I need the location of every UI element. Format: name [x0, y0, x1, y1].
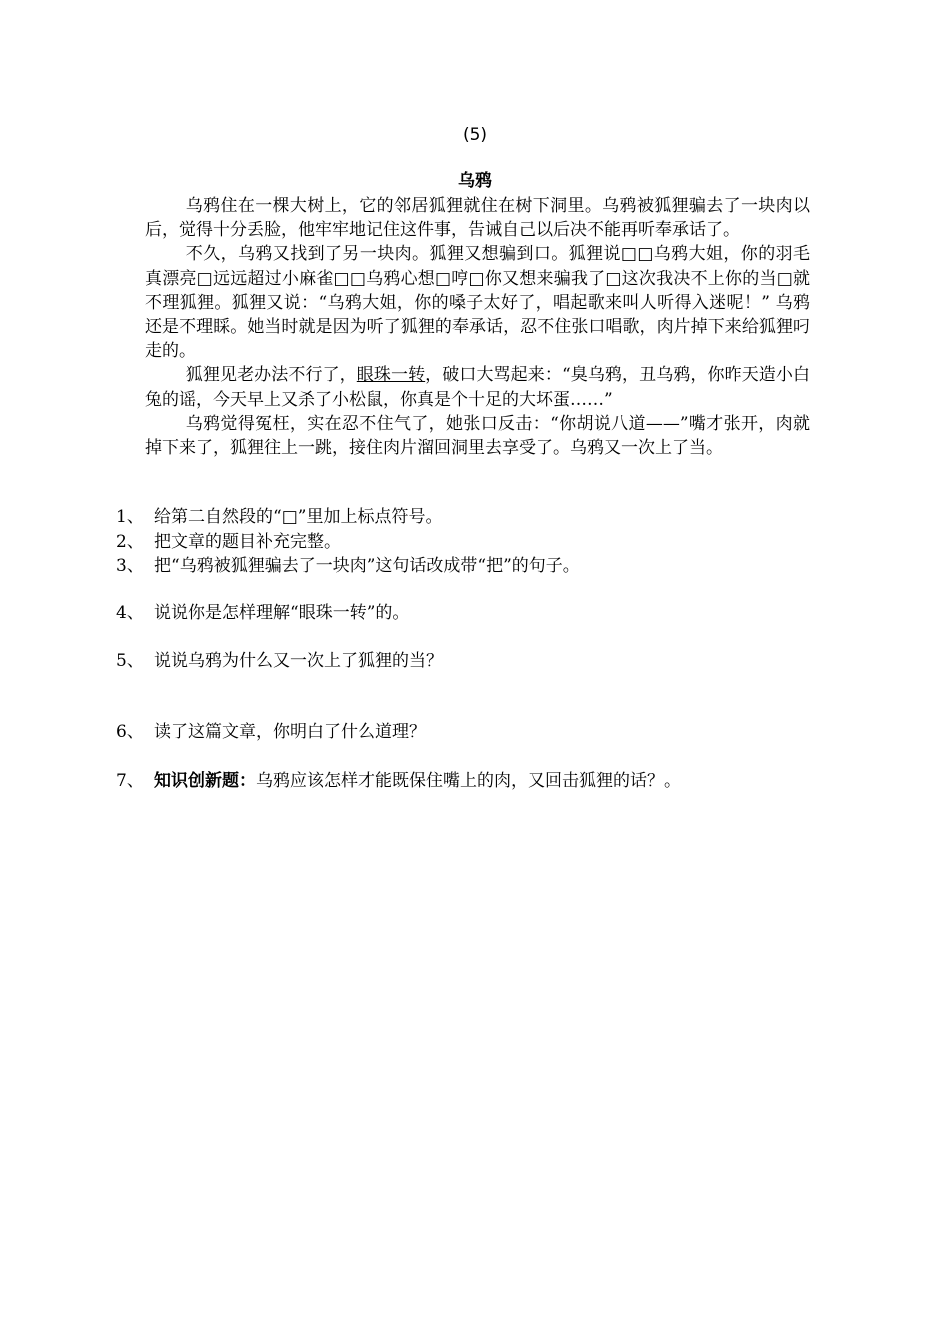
- section-number: (5): [462, 125, 488, 145]
- question-text: 乌鸦应该怎样才能既保住嘴上的肉，又回击狐狸的话？。: [256, 771, 681, 791]
- question-label: 知识创新题：: [154, 771, 256, 791]
- question-1: [116, 506, 442, 528]
- question-number: 7、: [116, 771, 144, 791]
- article-title: 乌鸦: [458, 171, 492, 191]
- question-number: 1、: [116, 507, 144, 527]
- question-4: [116, 602, 409, 624]
- paragraph-3-after: ，破口大骂起来：“臭乌鸦，丑乌鸦，你昨天造小白兔的谣，今天早上又杀了小松鼠，你真是个十足的大坏蛋……”: [145, 365, 811, 410]
- question-text: 把“乌鸦被狐狸骗去了一块肉”这句话改成带“把”的句子。: [154, 556, 580, 576]
- paragraph-3: [145, 363, 810, 411]
- question-3: [116, 555, 580, 577]
- underlined-phrase: 眼珠一转: [356, 365, 426, 386]
- question-number: 6、: [116, 722, 144, 742]
- question-text: 说说你是怎样理解“眼珠一转”的。: [154, 603, 410, 623]
- article-body: [145, 194, 810, 460]
- question-number: 3、: [116, 556, 144, 576]
- question-number: 4、: [116, 603, 144, 623]
- question-number: 5、: [116, 651, 144, 671]
- question-5: [116, 650, 443, 672]
- paragraph-1: 乌鸦住在一棵大树上，它的邻居狐狸就住在树下洞里。乌鸦被狐狸骗去了一块肉以后，觉得十分丢脸，他牢牢地记住这件事，告诫自己以后决不能再听奉承话了。: [145, 196, 810, 241]
- question-2: [116, 531, 341, 553]
- question-text: 读了这篇文章，你明白了什么道理？: [154, 722, 426, 742]
- paragraph-2: 不久，乌鸦又找到了另一块肉。狐狸又想骗到口。狐狸说□□乌鸦大姐，你的羽毛真漂亮□远远超过小麻雀□□乌鸦心想□哼□你又想来骗我了□这次我决不上你的当□就不理狐狸。狐狸又说：“乌鸦大姐，你的嗓子太好了，唱起歌来叫人听得入迷呢！” 乌鸦还是不理睬。她当时就是因为听了狐狸的奉承话，忍不住张口唱歌，肉片掉下来给狐狸叼走的。: [145, 244, 810, 362]
- question-6: [116, 721, 426, 743]
- paragraph-3-before: 狐狸见老办法不行了，: [185, 365, 357, 386]
- question-number: 2、: [116, 532, 144, 552]
- paragraph-4: 乌鸦觉得冤枉，实在忍不住气了，她张口反击：“你胡说八道——”嘴才张开，肉就掉下来了，狐狸往上一跳，接住肉片溜回洞里去享受了。乌鸦又一次上了当。: [145, 413, 810, 459]
- question-text: 给第二自然段的“□”里加上标点符号。: [154, 507, 443, 527]
- question-text: 说说乌鸦为什么又一次上了狐狸的当？: [154, 651, 443, 671]
- question-7: [116, 770, 681, 792]
- question-text: 把文章的题目补充完整。: [154, 532, 341, 552]
